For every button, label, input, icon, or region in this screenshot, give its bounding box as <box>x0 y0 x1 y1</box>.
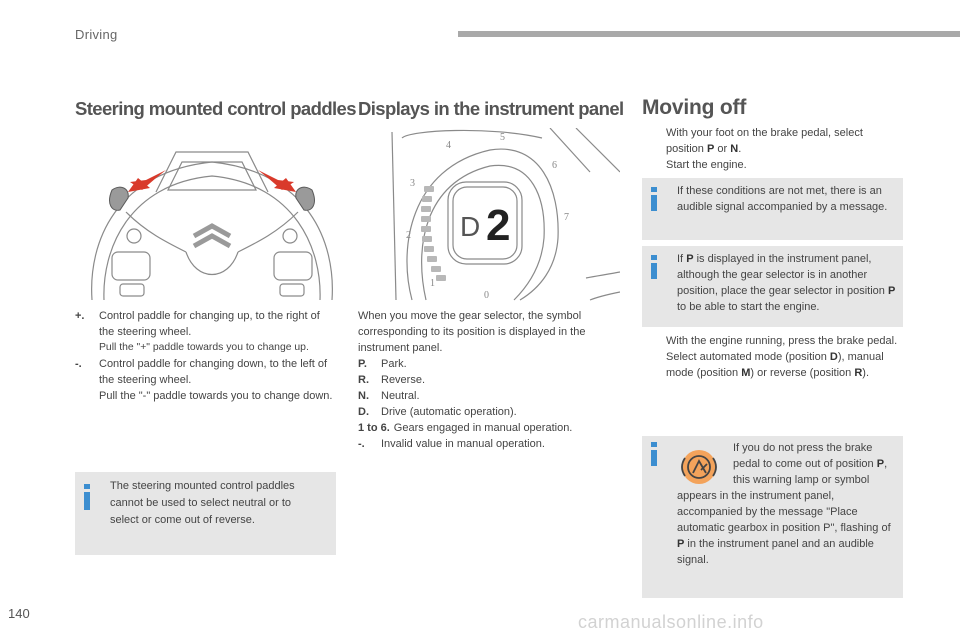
definition-row <box>75 356 337 388</box>
info-icon <box>651 450 657 466</box>
gear-p: P <box>887 285 896 297</box>
step-text: With your foot on the brake pedal, select position P or N. <box>666 127 863 155</box>
bullet-icon <box>642 157 666 173</box>
definition-key: P. <box>358 358 367 370</box>
info-note-paddles <box>75 472 336 555</box>
gear-p: P <box>876 458 885 470</box>
paddle-definitions <box>75 308 337 404</box>
note-text-part: is displayed in the instrument panel, although the gear selector is in another position, place the gear selector in position <box>677 253 885 297</box>
bullet-icon <box>75 340 99 356</box>
gear-n: N <box>730 143 739 155</box>
note-text-part: to be able to start the engine. <box>677 301 820 313</box>
bullet-icon <box>75 388 99 404</box>
watermark: carmanualsonline.info <box>578 612 764 632</box>
gear-letter: D <box>460 211 481 242</box>
note-text-part: in the instrument panel and an audible signal. <box>677 538 874 566</box>
definition-key: R. <box>358 374 369 386</box>
info-note-p-displayed <box>642 246 903 327</box>
step-text-part: ) or reverse (position <box>750 367 852 379</box>
dial-number: 6 <box>552 160 557 171</box>
definition-text: Park. <box>381 358 407 370</box>
bullet-icon <box>642 349 666 381</box>
step-row <box>642 125 902 157</box>
dial-number: 1 <box>430 278 435 289</box>
step-text-part: ). <box>862 367 870 379</box>
definition-text: Pull the "-" paddle towards you to change down. <box>99 390 333 402</box>
definition-text: Neutral. <box>381 390 420 402</box>
info-note-conditions <box>642 178 903 240</box>
definition-row <box>75 340 337 356</box>
display-intro: When you move the gear selector, the symbol corresponding to its position is displayed in the instrument panel. <box>358 310 586 354</box>
info-note-text <box>677 251 901 315</box>
definition-key: D. <box>358 406 369 418</box>
definition-row <box>75 308 337 340</box>
definition-row <box>75 388 337 404</box>
moving-off-steps-2 <box>642 333 902 381</box>
info-icon <box>84 492 90 510</box>
definition-row <box>358 388 620 404</box>
definition-text: Invalid value in manual operation. <box>381 438 545 450</box>
gear-p: P <box>677 538 685 550</box>
dial-number: 2 <box>406 230 411 241</box>
step-text-part: Select automated mode (position <box>666 351 827 363</box>
moving-off-steps-1 <box>642 125 902 173</box>
dial-number: 3 <box>410 178 415 189</box>
definition-row <box>358 436 620 452</box>
step-row <box>642 349 902 381</box>
note-text-part: If you do not press the brake pedal to come out of position <box>733 442 874 470</box>
gear-m: M <box>741 367 751 379</box>
dial-number: 0 <box>484 290 489 301</box>
gear-p: P <box>686 253 694 265</box>
gear-p: P <box>706 143 715 155</box>
step-row <box>642 157 902 173</box>
info-icon <box>651 195 657 211</box>
step-text-part: With your foot on the brake pedal, select position <box>666 127 863 155</box>
definition-text: Control paddle for changing down, to the left of the steering wheel. <box>99 358 328 386</box>
bullet-icon <box>642 125 666 157</box>
instrument-panel-title: Displays in the instrument panel <box>358 98 624 119</box>
definition-key: +. <box>75 310 85 322</box>
steering-wheel-illustration <box>86 132 338 302</box>
info-note-brake-warning <box>642 436 903 598</box>
definition-row <box>358 420 620 436</box>
definition-row <box>358 356 620 372</box>
dial-number: 5 <box>500 132 505 143</box>
definition-key: -. <box>358 438 365 450</box>
definition-key: 1 to 6. <box>358 422 390 434</box>
definition-text: Pull the "+" paddle towards you to change up. <box>99 342 309 353</box>
note-text-part: , this warning lamp or symbol appears in the instrument panel, accompanied by the message "Place automatic gearbox in position P", flashing of <box>677 458 891 534</box>
step-text <box>666 349 902 381</box>
info-note-text <box>677 440 901 568</box>
note-text-part: If <box>677 253 684 265</box>
display-definitions <box>358 356 620 452</box>
dial-number: 4 <box>446 140 451 151</box>
step-text: Start the engine. <box>666 159 747 171</box>
definition-text: Control paddle for changing up, to the right of the steering wheel. <box>99 310 320 338</box>
step-text: With the engine running, press the brake pedal. <box>666 335 898 347</box>
gear-number: 2 <box>486 201 511 250</box>
definition-text: Reverse. <box>381 374 426 386</box>
steering-paddles-title: Steering mounted control paddles <box>75 98 356 119</box>
info-note-text: The steering mounted control paddles cannot be used to select neutral or to select or come out of reverse. <box>110 480 295 526</box>
definition-row <box>358 404 620 420</box>
step-row <box>642 333 902 349</box>
moving-off-title: Moving off <box>642 96 747 119</box>
instrument-panel-illustration <box>390 128 620 302</box>
definition-key: -. <box>75 358 82 370</box>
header-rule <box>458 31 960 37</box>
section-label: Driving <box>75 27 118 42</box>
definition-text: Drive (automatic operation). <box>381 406 517 418</box>
dial-number: 7 <box>564 212 569 223</box>
definition-row <box>358 372 620 388</box>
definition-text: Gears engaged in manual operation. <box>393 422 573 434</box>
definition-key: N. <box>358 390 369 402</box>
bullet-icon <box>642 333 666 349</box>
info-note-text: If these conditions are not met, there is an audible signal accompanied by a message. <box>677 185 888 213</box>
page-number: 140 <box>8 606 30 621</box>
step-text-part: or <box>717 143 728 155</box>
icon-spacer <box>677 440 733 488</box>
gear-d: D <box>829 351 838 363</box>
step-text-part: ), manual mode (position <box>666 351 884 379</box>
gear-r: R <box>854 367 863 379</box>
info-icon <box>651 263 657 279</box>
